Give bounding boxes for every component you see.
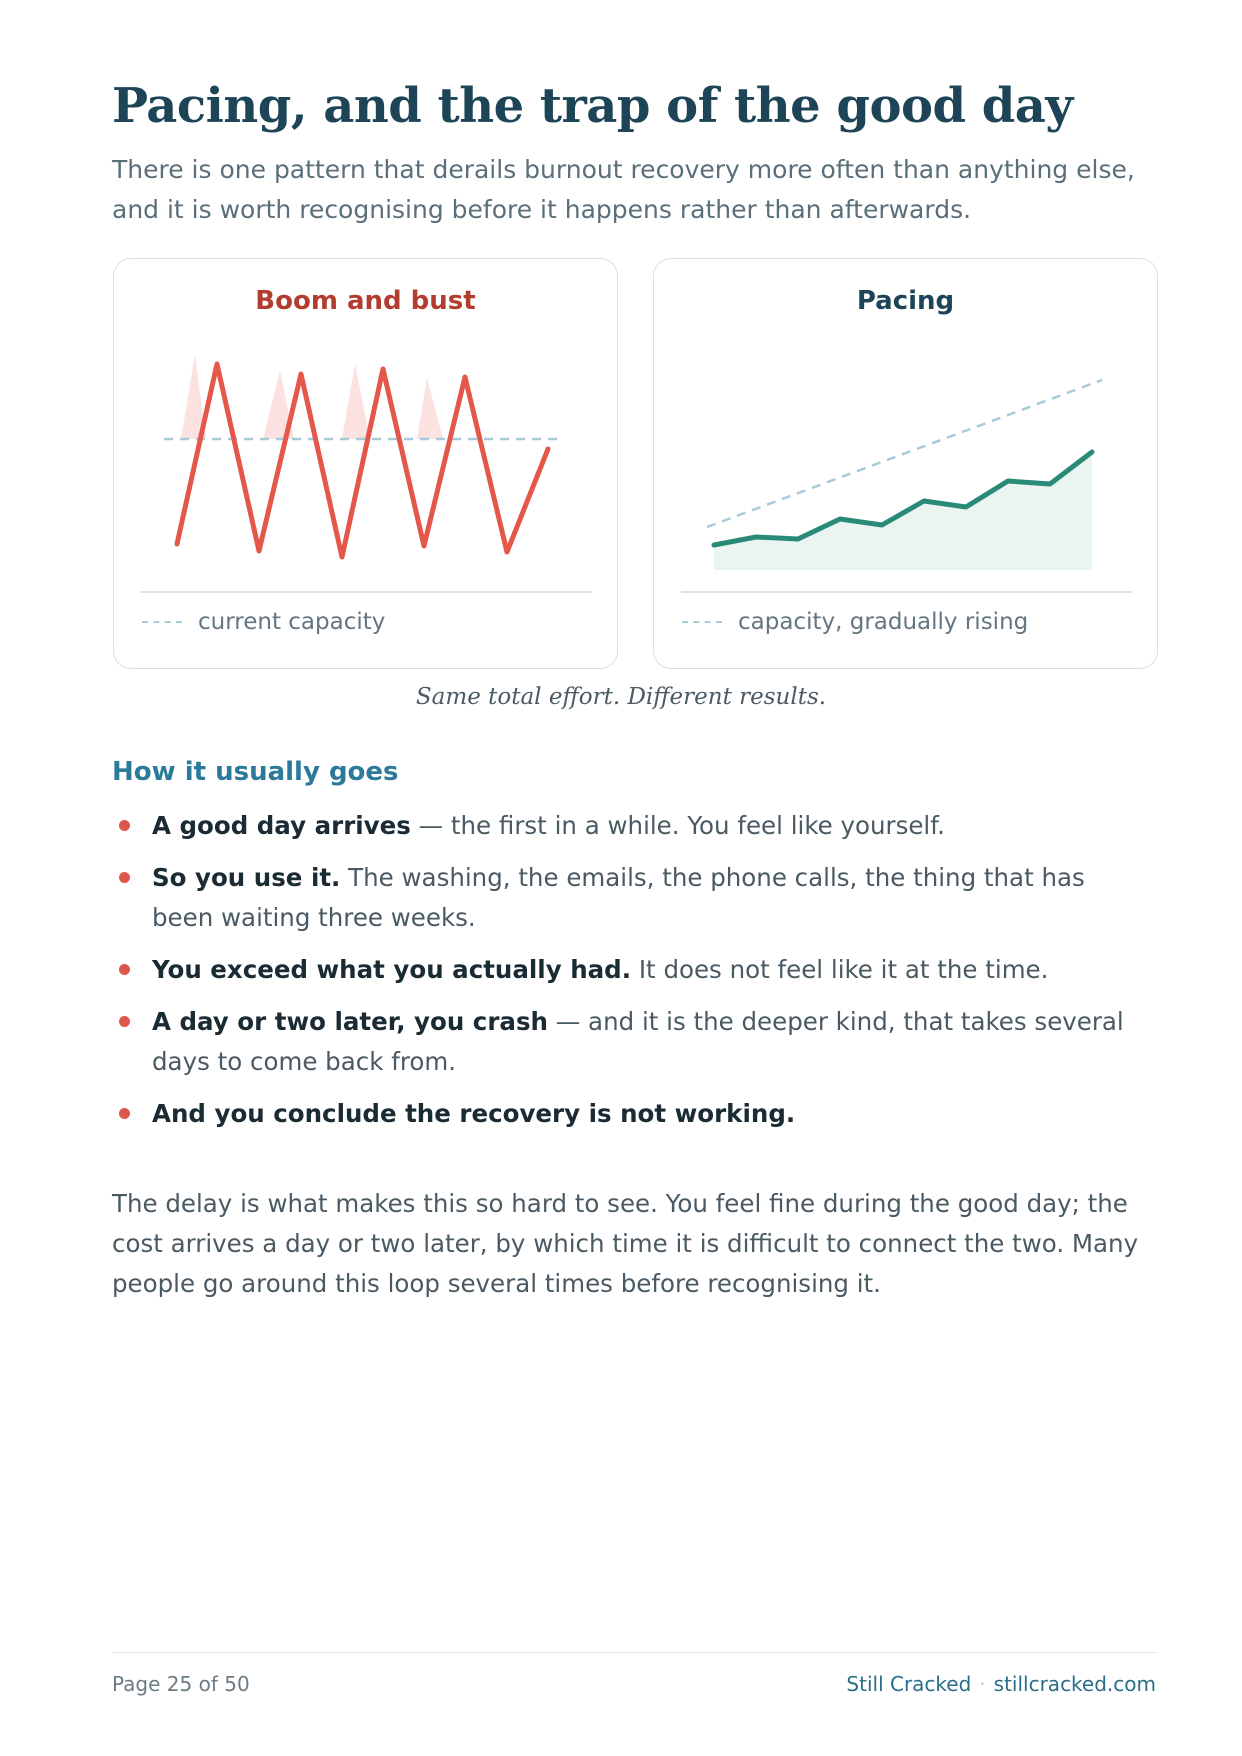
boom-overshoot-area [417, 378, 443, 439]
boom-overshoot-area [342, 364, 370, 439]
pacing-title: Pacing [856, 286, 955, 316]
list-item-text: — and it is the deeper kind, that takes several days to come back from. [152, 1007, 1124, 1076]
footer-separator: · [979, 1672, 986, 1696]
boom-bust-line [177, 364, 548, 557]
pacing-legend [682, 609, 1028, 635]
red-dot-bullet-icon [119, 1016, 130, 1027]
boom-bust-legend [142, 609, 385, 635]
list-item [112, 1002, 1152, 1082]
list-item [112, 1094, 1152, 1134]
red-dot-bullet-icon [119, 820, 130, 831]
closing-paragraph: The delay is what makes this so hard to see. You feel fine during the good day; the cost arrives a day or two later, by which time it is difficult to connect the two. Many people go around this loop several times before recognising it. [112, 1189, 1139, 1298]
figure-caption: Same total effort. Different results. [415, 684, 827, 710]
list-item-lead: So you use it. [152, 863, 341, 892]
intro-paragraph: There is one pattern that derails burnout recovery more often than anything else, and it is worth recognising before it happens rather than afterwards. [112, 155, 1135, 224]
footer-divider [112, 1652, 1157, 1653]
dashed-line-icon [142, 621, 182, 623]
page-number: Page 25 of 50 [112, 1672, 250, 1696]
legend-label: capacity, gradually rising [738, 609, 1029, 635]
section-heading: How it usually goes [112, 757, 399, 787]
page-title: Pacing, and the trap of the good day [112, 78, 1073, 134]
pacing-card [653, 258, 1158, 669]
boom-bust-card [113, 258, 618, 669]
red-dot-bullet-icon [119, 1108, 130, 1119]
site-link[interactable]: stillcracked.com [993, 1672, 1156, 1696]
list-item-lead: A day or two later, you crash [152, 1007, 548, 1036]
brand-name: Still Cracked [846, 1672, 972, 1696]
list-item-lead: And you conclude the recovery is not working. [152, 1099, 796, 1128]
legend-label: current capacity [198, 609, 386, 635]
steps-list [112, 806, 1152, 1146]
list-item-text: — the first in a while. You feel like yourself. [410, 811, 945, 840]
boom-bust-title: Boom and bust [255, 286, 476, 316]
list-item [112, 858, 1152, 938]
list-item [112, 950, 1152, 990]
red-dot-bullet-icon [119, 964, 130, 975]
red-dot-bullet-icon [119, 872, 130, 883]
footer-brand [846, 1672, 1156, 1696]
list-item [112, 806, 1152, 846]
list-item-lead: A good day arrives [152, 811, 411, 840]
list-item-text: The washing, the emails, the phone calls, the thing that has been waiting three weeks. [152, 863, 1085, 932]
dashed-line-icon [682, 621, 722, 623]
list-item-text: It does not feel like it at the time. [631, 955, 1049, 984]
list-item-lead: You exceed what you actually had. [152, 955, 632, 984]
